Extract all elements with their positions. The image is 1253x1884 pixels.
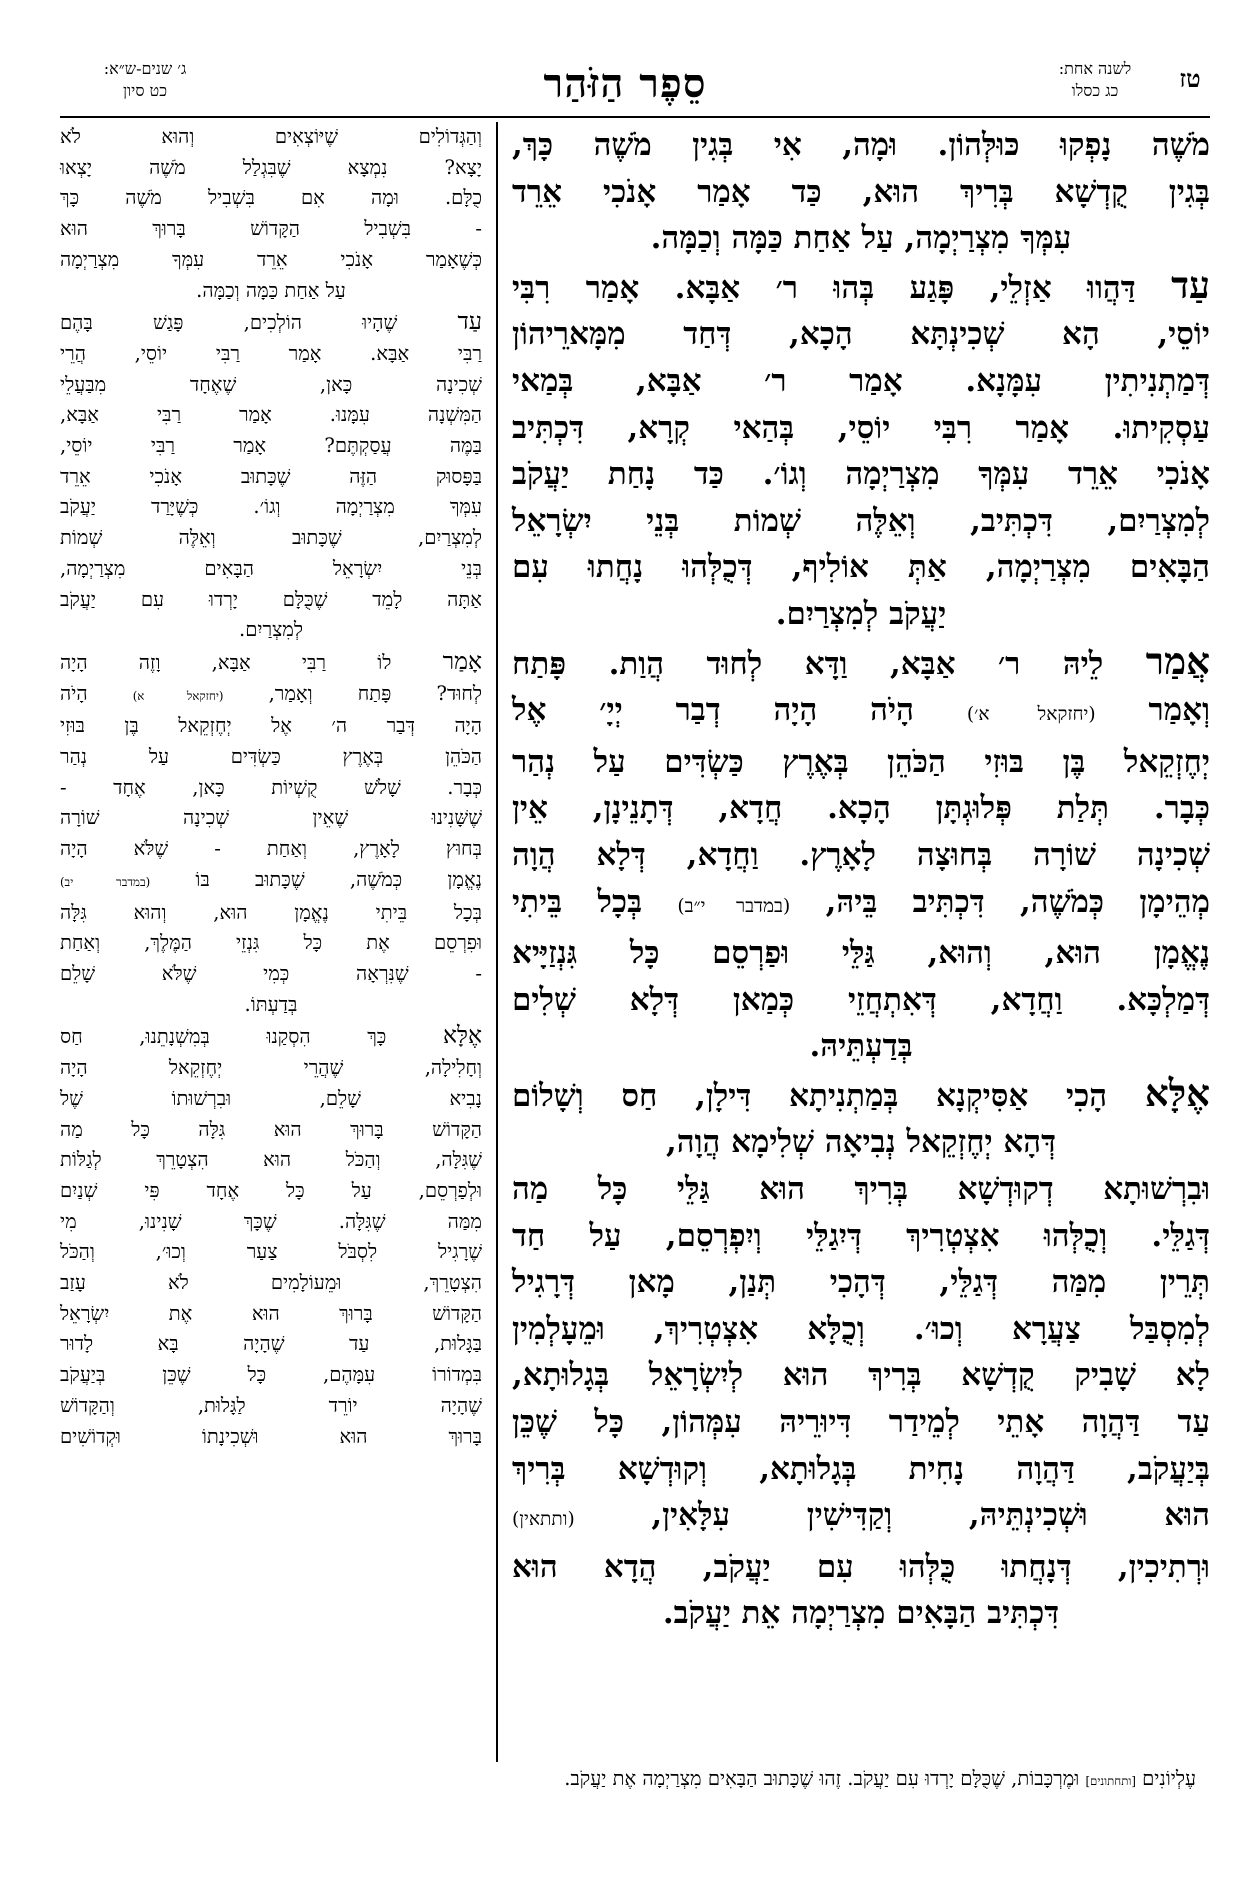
side-line: כְּבָר. שָׁלֹשׁ קֻשְׁיוֹת כָּאן, אֶחָד - — [60, 775, 482, 799]
side-line: - שֶׁנִּרְאָה כְּמִי שֶׁלֹּא שָׁלֵם — [60, 961, 482, 985]
side-line: שֶׁרָגִיל לִסְבֹּל צַעַר וְכוּ׳, וְהַכֹּל — [60, 1240, 482, 1264]
side-line — [60, 646, 482, 679]
side-line: וְהַגְּדוֹלִים שֶׁיּוֹצְאִים וְהוּא לֹא — [60, 125, 482, 148]
main-text-column — [498, 122, 1210, 1762]
side-line-text: לְחוּד? פָּתַח וְאָמַר, — [223, 681, 483, 705]
side-line: כֻלָּם. וּמָה אִם בִּשְׁבִיל מֹשֶׁה כָּךְ — [60, 186, 482, 210]
side-line: בְּכָל בֵּיתִי נֶאֱמָן הוּא, וְהוּא גִּלָּה — [60, 900, 482, 924]
side-line: שֶׁהָיָה יוֹרֵד לַגָּלוּת, וְהַקָּדוֹשׁ — [60, 1393, 482, 1417]
column-divider — [496, 122, 498, 1762]
paragraph-opener: אָמַר — [442, 646, 482, 675]
footer-text: עֶלְיוֹנִים — [1135, 1767, 1196, 1790]
footer-continuation — [60, 1764, 1196, 1796]
side-line: הַמִּשְׁנָה עִמָּנוּ. אָמַר רַבִּי אַבָּא, — [60, 403, 482, 427]
main-line: כְּבָר. תְּלַת פְּלוּגְתָּן הָכָא. חֲדָא, דְּתָנֵינָן, אֵין — [512, 790, 1210, 827]
main-line: עִמְּךָ מִצְרַיְמָה, עַל אַחַת כַּמָּה וְכַמָּה. — [650, 220, 1072, 257]
main-line: אָנֹכִי אֵרֵד עִמְּךָ מִצְרַיְמָה וְגוֹ׳. כַּד נָחַת יַעֲקֹב — [512, 456, 1210, 493]
main-line: בְּדַעְתֵּיהּ. — [809, 1028, 913, 1065]
header-left-date: כט סיון — [122, 81, 168, 100]
paragraph-opener: אֲמַר — [1145, 638, 1210, 683]
side-line: עִמְּךָ מִצְרַיְמָה וְגוֹ׳. כְּשֶׁיָּרַד יַעֲקֹב — [60, 495, 482, 519]
main-line: לְמִסְבַּל צַעֲרָא וְכוּ׳. וְכֻלָּא אִצְטְרִיךְ, וּמֵעָלְמִין — [512, 1310, 1210, 1347]
main-line: בְּיַעֲקֹב, דַּהֲוָה נָחִית בְּגָלוּתָא, וְקוּדְשָׁא בְּרִיךְ — [512, 1450, 1210, 1487]
main-line: תְּרֵין מִמַּה דְּגַלֵּי, דְּהָכִי תְּנַן, מָאן דְּרָגִיל — [512, 1264, 1210, 1301]
main-line-text: מְהֵימָן כְּמֹשֶׁה, דִּכְתִּיב בֵּיהּ, — [825, 883, 1211, 920]
side-line: הַקָּדוֹשׁ בָּרוּךְ הוּא גִּלָּה כָּל מַה — [60, 1117, 482, 1141]
side-line-text: נֶאֱמָן כְּמֹשֶׁה, שֶׁכָּתוּב בּוֹ — [150, 867, 482, 891]
main-line-text: הָכִי אַסִּיקְנָא בְּמַתְנִיתָא דִּילָן, חַס וְשָׁלוֹם — [512, 1077, 1145, 1114]
side-line: בְּדַעְתּוֹ. — [244, 992, 298, 1016]
side-line: רַבִּי אַבָּא. אָמַר רַבִּי יוֹסֵי, הֲרֵי — [60, 341, 482, 365]
scripture-citation: (יחזקאל א׳) — [966, 704, 1096, 726]
side-paragraph-3 — [60, 646, 482, 1020]
side-line: הִצְטָרֵךְ, וּמֵעוֹלָמִים לֹא עָזַב — [60, 1271, 482, 1295]
footer-text: וּמֶרְכָּבוֹת, שֶׁכֻּלָּם יָרְדוּ עִם יַעֲקֹב. זֶהוּ שֶׁכָּתוּב הַבָּאִים מִצְרַיְמָה אֶת יַעֲקֹב. — [564, 1767, 1086, 1790]
book-title: סֵפֶר הַזֹּהַר — [543, 60, 707, 107]
scripture-citation: (במדבר יב) — [60, 874, 151, 889]
translation-column — [60, 122, 496, 1762]
side-line: שֶׁגִּלָּה, וְהַכֹּל הוּא הִצְטָרֵךְ לְגַלּוֹת — [60, 1148, 482, 1172]
side-line: בְּחוּץ לָאָרֶץ, וְאַחַת - שֶׁלֹּא הָיָה — [60, 837, 482, 861]
side-line — [60, 865, 482, 898]
scripture-citation: (במדבר י״ב) — [677, 895, 791, 917]
main-line-text: וְאָמַר — [1095, 692, 1211, 729]
text-columns — [60, 122, 1210, 1762]
header-right-date: כג כסלו — [1071, 81, 1119, 100]
main-paragraph-2 — [512, 262, 1210, 638]
side-line-text: לוֹ רַבִּי אַבָּא, וָזֶה הָיָה — [60, 650, 443, 674]
main-line: וּרְתִיכִין, דְּנָחֲתוּ כֻּלְּהוּ עִם יַעֲקֹב, הֲדָא הוּא — [512, 1548, 1210, 1585]
side-line: וְחָלִילָה, שֶׁהֲרֵי יְחֶזְקֵאל הָיָה — [60, 1056, 482, 1080]
side-line: בָּרוּךְ הוּא וּשְׁכִינָתוֹ וּקְדוֹשִׁים — [60, 1424, 482, 1448]
page-number: טז — [1179, 64, 1201, 93]
main-line: וּבִרְשׁוּתָא דְקוּדְשָׁא בְּרִיךְ הוּא גַּלֵּי כָּל מַה — [512, 1171, 1210, 1208]
side-line: לְמִצְרַיִם, שֶׁכָּתוּב וְאֵלֶּה שְׁמוֹת — [60, 526, 482, 550]
side-line — [60, 306, 482, 339]
main-line: עַד דַּהֲוָה אָתֵי לְמֵידַר דִּיוּרֵיהּ עִמְּהוֹן, כָּל שֶׁכֵּן — [512, 1404, 1210, 1441]
main-line: מֹשֶׁה נָפְקוּ כּוּלְּהוֹן. וּמָה, אִי בְּגִין מֹשֶׁה כָּךְ, — [512, 127, 1210, 163]
side-line: מִמַּה שֶׁגִּלָּה. שֶׁכָּךְ שָׁנִינוּ, מִי — [60, 1209, 482, 1233]
main-line: דְּהָא יְחֶזְקֵאל נְבִיאָה שְׁלִימָא הֲוָה, — [665, 1124, 1057, 1161]
header-left-info — [60, 58, 230, 102]
side-line-text: שֶׁהָיוּ הוֹלְכִים, פָּגַשׁ בָּהֶם — [60, 311, 458, 335]
side-line: בַּמֶּה עֲסַקְתֶּם? אָמַר רַבִּי יוֹסֵי, — [60, 434, 482, 458]
side-line: וּפִרְסֵם אֶת כָּל גִּנְזֵי הַמֶּלֶךְ, וְאַחַת — [60, 931, 482, 955]
paragraph-opener: אֶלָּא — [442, 1021, 482, 1050]
side-line: לְמִצְרַיִם. — [239, 618, 303, 642]
main-line — [512, 1492, 1210, 1544]
side-line — [60, 679, 482, 712]
side-line: הַקָּדוֹשׁ בָּרוּךְ הוּא אֶת יִשְׂרָאֵל — [60, 1301, 482, 1325]
main-line — [512, 879, 1210, 931]
page-header — [60, 58, 1210, 114]
side-line: אַתָּה לָמֵד שֶׁכֻּלָּם יָרְדוּ עִם יַעֲקֹב — [60, 587, 482, 611]
side-paragraph-1 — [60, 122, 482, 306]
side-line: שְׁכִינָה כָּאן, שֶׁאֶחָד מִבַּעֲלֵי — [60, 372, 482, 396]
side-line: הַכֹּהֵן בְּאֶרֶץ כַּשְׂדִּים עַל נְהַר — [60, 745, 482, 769]
main-line: דְּמַתְנִיתִין עִמָּנָא. אָמַר ר׳ אַבָּא, בְּמַאי — [512, 362, 1210, 399]
main-line: לָא שָׁבִיק קֻדְשָׁא בְּרִיךְ הוּא לְיִשְׂרָאֵל בְּגָלוּתָא, — [512, 1357, 1210, 1394]
side-line: עַל אַחַת כַּמָּה וְכַמָּה. — [196, 278, 346, 302]
main-line-text: בְּכָל בֵּיתִי — [512, 883, 678, 920]
main-line: בְּגִין קֻדְשָׁא בְּרִיךְ הוּא, כַּד אָמַר אָנֹכִי אֵרֵד — [512, 173, 1210, 210]
main-line: עַסְקִיתוּ. אָמַר רִבִּי יוֹסֵי, בְּהַאי קְרָא, דִּכְתִּיב — [512, 409, 1210, 446]
main-paragraph-3 — [512, 638, 1210, 1070]
side-line: - בִּשְׁבִיל הַקָּדוֹשׁ בָּרוּךְ הוּא — [60, 217, 482, 241]
main-line: יְחֶזְקֵאל בֶּן בּוּזִי הַכֹּהֵן בְּאֶרֶץ כַּשְׂדִּים עַל נְהַר — [512, 743, 1210, 780]
main-line-text: דַּהֲווּ אַזְלֵי, פָּגַע בְּהוּ ר׳ אַבָּא. אָמַר רִבִּי — [512, 269, 1172, 306]
main-line: דְּמַלְכָּא. וַחֲדָא, דְּאִתְחֲזֵי כְּמַאן דְּלָא שְׁלִים — [512, 981, 1210, 1018]
main-line-text: לֵיהּ ר׳ אַבָּא, וַדָּא לְחוּד הֲוַת. פָּתַח — [512, 645, 1146, 682]
scripture-citation: (יחזקאל א) — [132, 688, 224, 703]
scripture-citation: (ותתאין) — [512, 1509, 575, 1531]
side-line — [60, 1020, 482, 1053]
footer-bracket-note: [ותחתונים] — [1085, 1774, 1136, 1788]
main-line: לְמִצְרַיִם, דִּכְתִּיב, וְאֵלֶּה שְׁמוֹת בְּנֵי יִשְׂרָאֵל — [512, 502, 1210, 539]
main-paragraph-4 — [512, 1070, 1210, 1637]
header-rule — [60, 116, 1210, 118]
side-line: הָיָה דְּבַר ה׳ אֶל יְחֶזְקֵאל בֶּן בּוּזִי — [60, 714, 482, 738]
main-line: יַעֲקֹב לְמִצְרַיִם. — [775, 595, 947, 632]
main-line: הַבָּאִים מִצְרַיְמָה, אַתְּ אוֹלִיף, דְּכֻלְּהוּ נָחֲתוּ עִם — [512, 549, 1210, 586]
header-left-schedule: ג׳ שנים-ש״א: — [103, 59, 187, 78]
main-line: דְּגַלֵּי. וְכֻלְּהוּ אִצְטְרִיךְ דְּיִגַלֵּי וְיִפְרְסֵם, עַל חַד — [512, 1217, 1210, 1254]
side-line: נָבִיא שָׁלֵם, וּבִרְשׁוּתוֹ שֶׁל — [60, 1086, 482, 1110]
zohar-page — [60, 58, 1210, 1848]
main-line: דִּכְתִּיב הַבָּאִים מִצְרַיְמָה אֵת יַעֲקֹב. — [662, 1595, 1060, 1632]
main-line-text: הָיֹה הָיָה דְבַר יְיָ׳ אֶל — [512, 692, 967, 729]
main-line: שְׁכִינָה שׁוֹרָה בְּחוּצָה לָאָרֶץ. וַחֲדָא, דְּלָא הֲוָה — [512, 836, 1210, 873]
side-paragraph-2 — [60, 306, 482, 646]
paragraph-opener: אֶלָּא — [1144, 1070, 1210, 1115]
main-paragraph-1 — [512, 122, 1210, 262]
main-line — [512, 1070, 1210, 1120]
side-line: בְּנֵי יִשְׂרָאֵל הַבָּאִים מִצְרַיְמָה, — [60, 556, 482, 580]
main-line-text: הוּא וּשְׁכִינְתֵּיהּ, וְקַדִּישִׁין עִלָּאִין, — [651, 1497, 1210, 1534]
side-line-text: הָיֹה — [60, 681, 133, 705]
side-line: וּלְפַרְסֵם, עַל כָּל אֶחָד פִּי שְׁנַיִם — [60, 1178, 482, 1202]
side-line: בַּגָּלוּת, עַד שֶׁהָיָה בָּא לָדוּר — [60, 1332, 482, 1356]
side-line: שֶׁשָּׁנִינוּ שֶׁאֵין שְׁכִינָה שׁוֹרָה — [60, 806, 482, 830]
main-line: יוֹסֵי, הָא שְׁכִינְתָּא הָכָא, דְּחַד מִמָּארֵיהוֹן — [512, 316, 1210, 353]
side-paragraph-4 — [60, 1020, 482, 1452]
paragraph-opener: עַד — [457, 307, 482, 336]
main-line — [512, 262, 1210, 312]
side-line: יָצָא? נִמְצָא שֶׁבִּגְלַל מֹשֶׁה יָצְאוּ — [60, 155, 482, 179]
main-line — [512, 687, 1210, 739]
side-line: בַּפָּסוּק הַזֶּה שֶׁכָּתוּב אָנֹכִי אֵרֵד — [60, 464, 482, 488]
side-line-text: כָּךְ הִסְקַנוּ בְּמִשְׁנָתֵנוּ, חַס — [60, 1025, 443, 1049]
main-line — [512, 638, 1210, 688]
paragraph-opener: עַד — [1171, 262, 1210, 307]
side-line: כְּשֶׁאָמַר אָנֹכִי אֵרֵד עִמְּךָ מִצְרַיְמָה — [60, 247, 482, 271]
header-right-schedule: לשנה אחת: — [1058, 59, 1132, 78]
main-line: נֶאֱמָן הוּא, וְהוּא, גַּלֵּי וּפַרְסֵם כָּל גִּנְזַיָּיא — [512, 935, 1210, 972]
header-right-info — [1020, 58, 1170, 102]
side-line: בִּמְדוֹרוֹ עִמָּהֶם, כָּל שֶׁכֵּן בְּיַעֲקֹב — [60, 1363, 482, 1387]
